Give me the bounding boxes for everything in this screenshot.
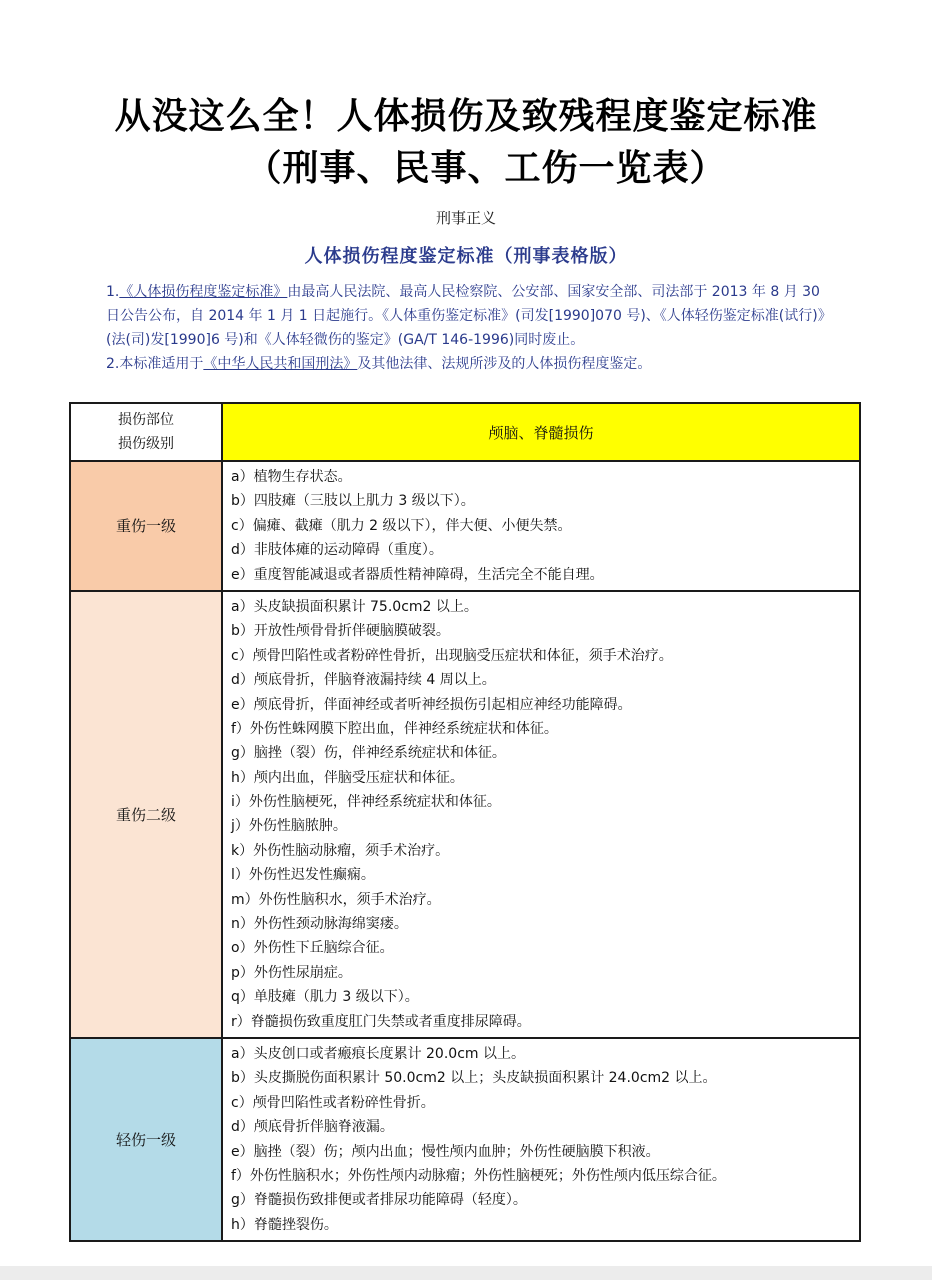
header-left-line2: 损伤级别 [118, 436, 174, 452]
level-cell: 轻伤一级 [70, 1038, 222, 1241]
list-item: e）颅底骨折，伴面神经或者听神经损伤引起相应神经功能障碍。 [231, 696, 632, 713]
list-item: n）外伤性颈动脉海绵窦瘘。 [231, 916, 408, 933]
document-title: 人体损伤程度鉴定标准（刑事表格版） [304, 246, 628, 267]
list-item: d）非肢体瘫的运动障碍（重度）。 [231, 542, 443, 559]
list-item: q）单肢瘫（肌力 3 级以下）。 [231, 989, 419, 1006]
criminal-law-link[interactable]: 《中华人民共和国刑法》 [203, 356, 358, 372]
list-item: d）颅底骨折，伴脑脊液漏持续 4 周以上。 [231, 672, 496, 689]
header-left-line1: 损伤部位 [118, 412, 174, 428]
list-item: a）植物生存状态。 [231, 469, 352, 485]
list-item: a）头皮缺损面积累计 75.0cm2 以上。 [231, 598, 478, 615]
note-1-text: 由最高人民法院、最高人民检察院、公安部、国家安全部、司法部于 2013 年 8 月 30 日公告公布，自 2014 年 1 月 1 日起施行。《人体重伤鉴定标准》(司发[1990]070 号)、《人体轻伤鉴定标准(试行)》(法(司)发[1990]6 号)和《人体轻微伤的鉴定》(GA/T 146-1996)同时废止。 [106, 284, 832, 348]
note-2-prefix: 2.本标准适用于 [106, 356, 204, 372]
subtitle: 刑事正义 [435, 209, 496, 227]
list-item: h）颅内出血，伴脑受压症状和体征。 [231, 769, 464, 786]
list-item: c）颅骨凹陷性或者粉碎性骨折，出现脑受压症状和体征，须手术治疗。 [231, 647, 673, 664]
standard-link[interactable]: 《人体损伤程度鉴定标准》 [119, 284, 288, 300]
list-item: j）外伤性脑脓肿。 [231, 818, 347, 835]
list-item: l）外伤性迟发性癫痫。 [231, 867, 375, 884]
list-item: a）头皮创口或者瘢痕长度累计 20.0cm 以上。 [231, 1045, 525, 1062]
level-cell: 重伤一级 [70, 461, 222, 591]
list-item: o）外伤性下丘脑综合征。 [231, 940, 394, 957]
list-item: c）颅骨凹陷性或者粉碎性骨折。 [231, 1094, 435, 1111]
list-item: i）外伤性脑梗死，伴神经系统症状和体征。 [231, 794, 501, 811]
note-2-text: 及其他法律、法规所涉及的人体损伤程度鉴定。 [357, 356, 652, 372]
items-cell [222, 461, 860, 591]
notes [106, 280, 836, 376]
injury-table [69, 402, 861, 1242]
list-item: c）偏瘫、截瘫（肌力 2 级以下），伴大便、小便失禁。 [231, 517, 572, 534]
list-item: f）外伤性蛛网膜下腔出血，伴神经系统症状和体征。 [231, 720, 558, 737]
header-category-cell: 颅脑、脊髓损伤 [222, 403, 860, 461]
list-item: d）颅底骨折伴脑脊液漏。 [231, 1119, 394, 1136]
table-row [70, 591, 860, 1038]
items-cell [222, 591, 860, 1038]
list-item: f）外伤性脑积水；外伤性颅内动脉瘤；外伤性脑梗死；外伤性颅内低压综合征。 [231, 1167, 726, 1184]
list-item: m）外伤性脑积水，须手术治疗。 [231, 891, 441, 908]
bottom-divider [0, 1266, 932, 1280]
list-item: e）脑挫（裂）伤；颅内出血；慢性颅内血肿；外伤性硬脑膜下积液。 [231, 1143, 660, 1160]
list-item: r）脊髓损伤致重度肛门失禁或者重度排尿障碍。 [231, 1013, 531, 1030]
table-header-row [70, 403, 860, 461]
header-left-cell [70, 403, 222, 461]
note-1-prefix: 1. [106, 284, 120, 300]
list-item: b）开放性颅骨骨折伴硬脑膜破裂。 [231, 623, 450, 640]
note-2 [106, 352, 836, 376]
items-cell [222, 1038, 860, 1241]
main-title-line2: （刑事、民事、工伤一览表） [245, 148, 727, 189]
table-row [70, 461, 860, 591]
list-item: h）脊髓挫裂伤。 [231, 1216, 338, 1233]
list-item: g）脊髓损伤致排便或者排尿功能障碍（轻度）。 [231, 1192, 527, 1209]
list-item: b）四肢瘫（三肢以上肌力 3 级以下）。 [231, 493, 475, 510]
level-cell: 重伤二级 [70, 591, 222, 1038]
list-item: e）重度智能减退或者器质性精神障碍，生活完全不能自理。 [231, 566, 604, 583]
main-title-line1: 从没这么全！人体损伤及致残程度鉴定标准 [114, 96, 818, 137]
list-item: g）脑挫（裂）伤，伴神经系统症状和体征。 [231, 745, 506, 762]
note-1 [106, 280, 836, 352]
list-item: p）外伤性尿崩症。 [231, 964, 352, 981]
list-item: k）外伤性脑动脉瘤，须手术治疗。 [231, 842, 450, 859]
table-row [70, 1038, 860, 1241]
list-item: b）头皮撕脱伤面积累计 50.0cm2 以上；头皮缺损面积累计 24.0cm2 以上。 [231, 1070, 717, 1087]
